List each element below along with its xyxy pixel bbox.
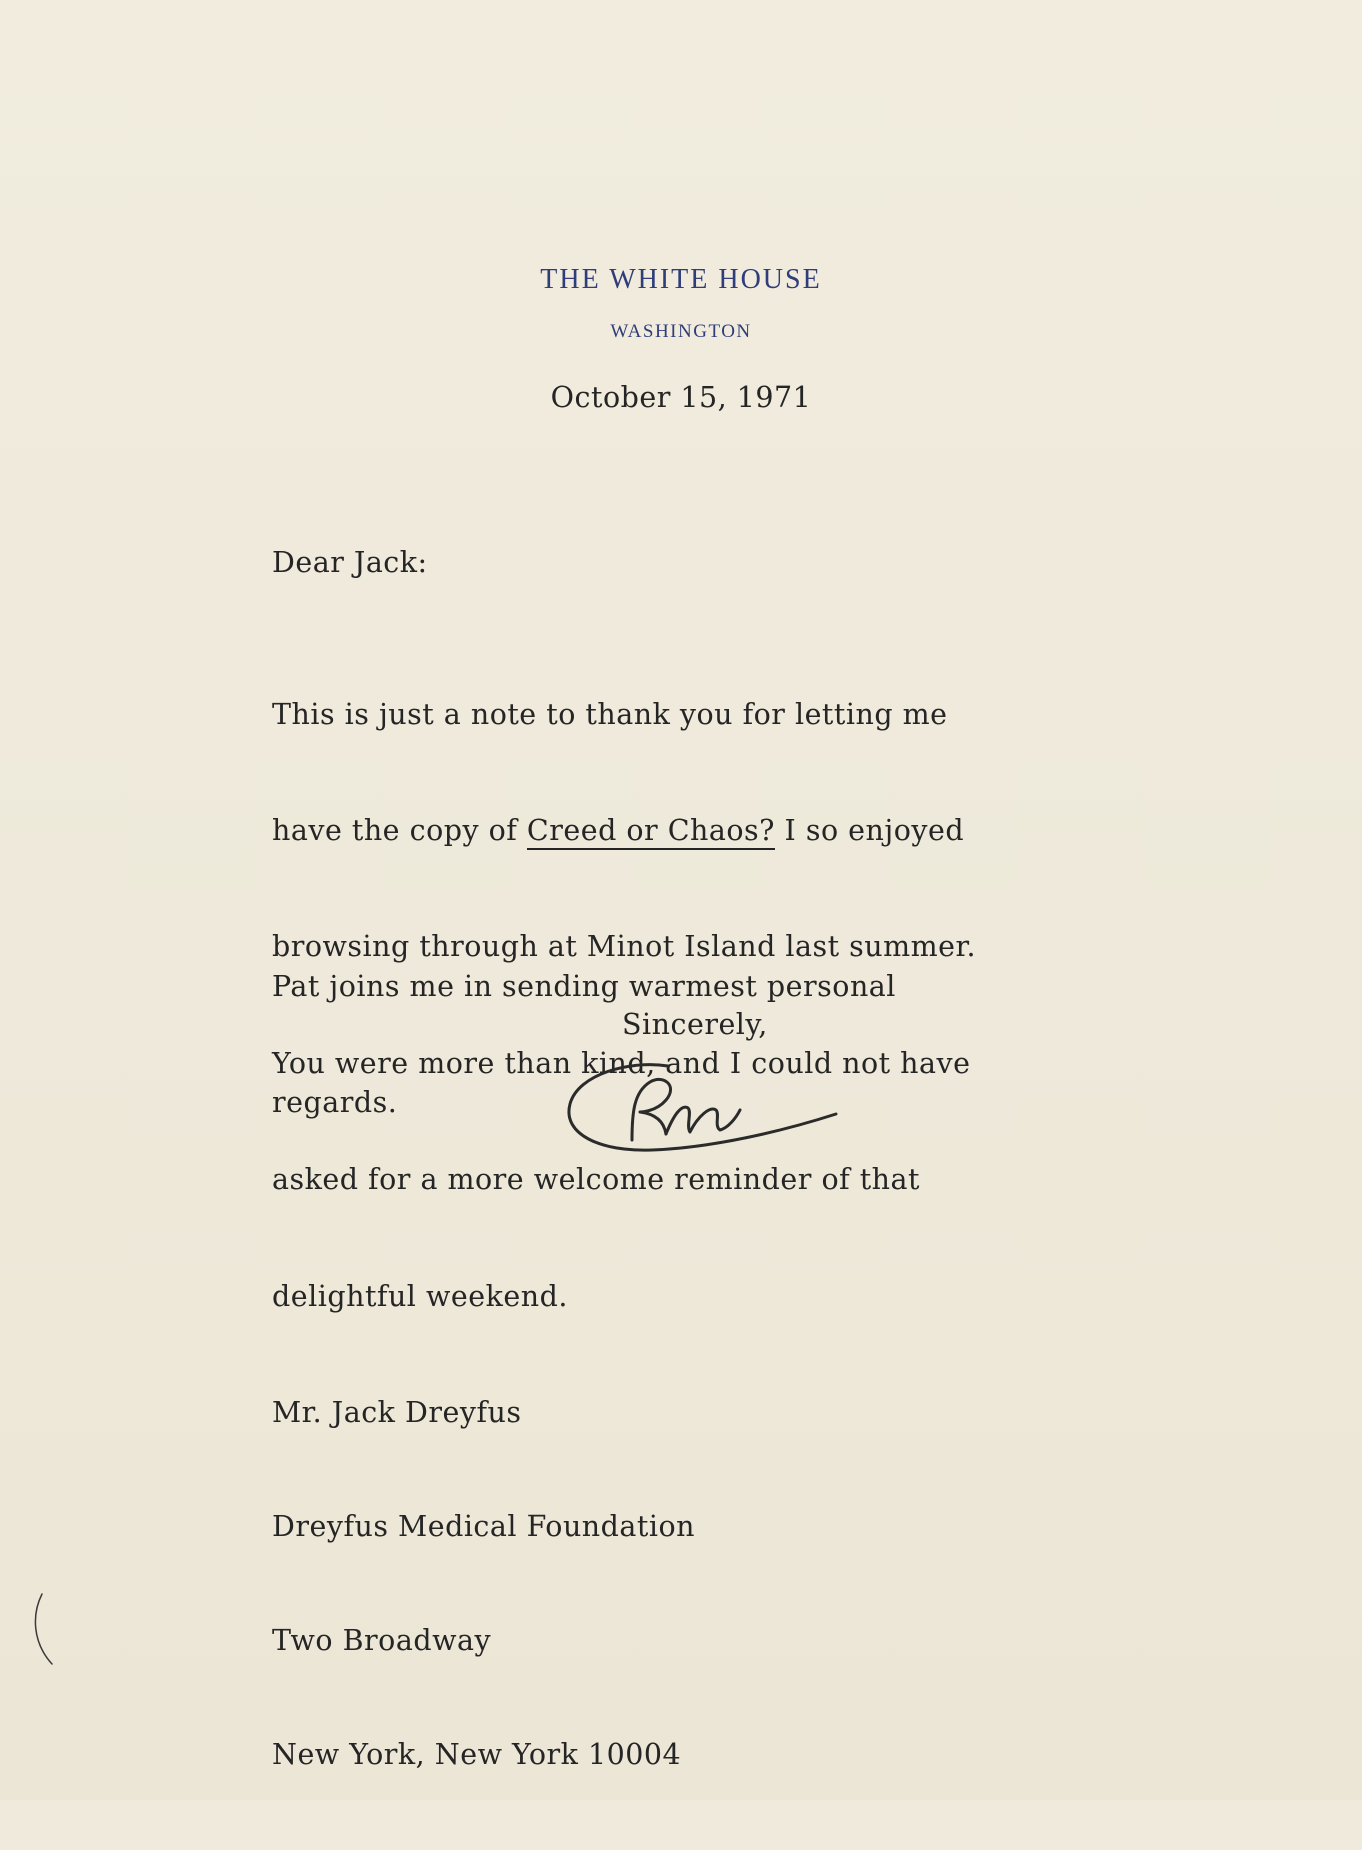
recipient-name: Mr. Jack Dreyfus: [272, 1396, 522, 1429]
body-line: You were more than kind, and I could not have: [272, 1046, 971, 1080]
letter-date: October 15, 1971: [550, 381, 812, 414]
body-line-text: I so enjoyed: [774, 813, 965, 847]
paper-edge-mark: [28, 1590, 58, 1670]
body-line: [272, 812, 976, 851]
recipient-address: [272, 1318, 695, 1850]
body-line: regards.: [272, 1085, 398, 1119]
body-line-text: have the copy of: [272, 813, 527, 847]
body-line: This is just a note to thank you for letting me: [272, 697, 948, 731]
recipient-street: Two Broadway: [272, 1624, 492, 1657]
salutation: Dear Jack:: [272, 546, 428, 579]
letterhead-title: THE WHITE HOUSE: [540, 264, 822, 295]
letterhead-location: WASHINGTON: [610, 321, 752, 342]
recipient-organization: Dreyfus Medical Foundation: [272, 1510, 695, 1543]
body-line: delightful weekend.: [272, 1279, 568, 1313]
recipient-city: New York, New York 10004: [272, 1738, 682, 1771]
book-title: Creed or Chaos?: [527, 814, 775, 850]
body-line: browsing through at Minot Island last summer.: [272, 930, 977, 964]
body-line: Pat joins me in sending warmest personal: [272, 969, 896, 1003]
closing: Sincerely,: [622, 1008, 768, 1041]
body-line: asked for a more welcome reminder of that: [272, 1163, 920, 1197]
signature-icon: [560, 1052, 850, 1164]
